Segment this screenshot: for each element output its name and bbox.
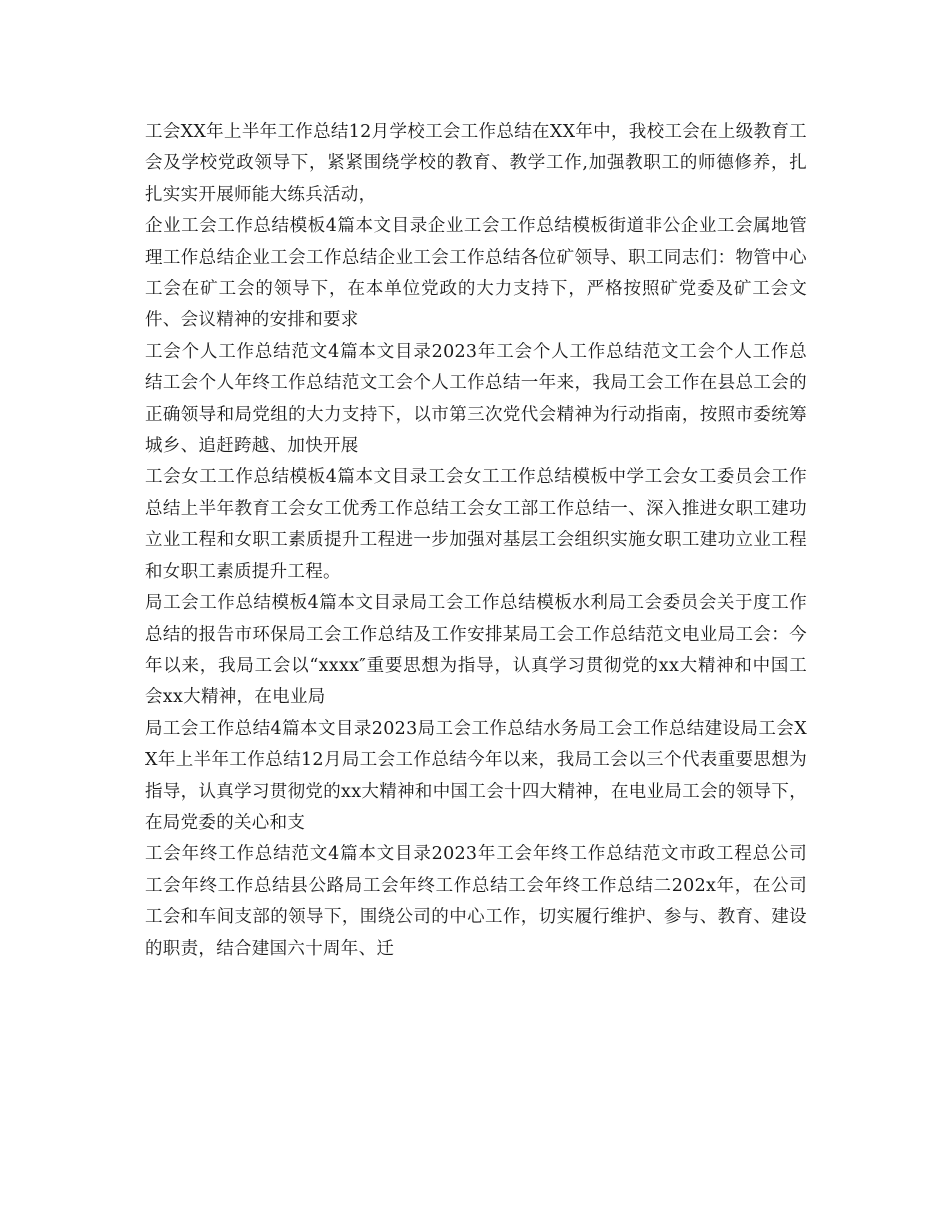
paragraph-enterprise-union-template: 企业工会工作总结模板4篇本文目录企业工会工作总结模板街道非公企业工会属地管理工作总结企业工会工作总结企业工会工作总结各位矿领导、职工同志们：物管中心工会在矿工会的领导下，在本单位党政的大力支持下，严格按照矿党委及矿工会文件、会议精神的安排和要求 (145, 216, 807, 331)
paragraph-school-union-summary: 工会XX年上半年工作总结12月学校工会工作总结在XX年中，我校工会在上级教育工会及学校党政领导下，紧紧围绕学校的教育、教学工作,加强教职工的师德修养，扎扎实实开展师能大练兵活动， (145, 122, 807, 205)
paragraph-personal-union-summary: 工会个人工作总结范文4篇本文目录2023年工会个人工作总结范文工会个人工作总结工会个人年终工作总结范文工会个人工作总结一年来，我局工会工作在县总工会的正确领导和局党组的大力支持下，以市第三次党代会精神为行动指南，按照市委统筹城乡、追赶跨越、加快开展 (145, 341, 807, 457)
paragraph-bureau-union-template: 局工会工作总结模板4篇本文目录局工会工作总结模板水利局工会委员会关于度工作总结的报告市环保局工会工作总结及工作安排某局工会工作总结范文电业局工会：今年以来，我局工会以“xxxx″重要思想为指导，认真学习贯彻党的xx大精神和中国工会xx大精神，在电业局 (145, 593, 807, 708)
paragraph-bureau-union-summary: 局工会工作总结4篇本文目录2023局工会工作总结水务局工会工作总结建设局工会XX年上半年工作总结12月局工会工作总结今年以来，我局工会以三个代表重要思想为指导，认真学习贯彻党的xx大精神和中国工会十四大精神，在电业局工会的领导下，在局党委的关心和支 (145, 718, 807, 833)
paragraph-women-workers-summary: 工会女工工作总结模板4篇本文目录工会女工工作总结模板中学工会女工委员会工作总结上半年教育工会女工优秀工作总结工会女工部工作总结一、深入推进女职工建功立业工程和女职工素质提升工程进一步加强对基层工会组织实施女职工建功立业工程和女职工素质提升工程。 (145, 467, 807, 582)
document-body (145, 117, 807, 965)
paragraph-year-end-union-summary: 工会年终工作总结范文4篇本文目录2023年工会年终工作总结范文市政工程总公司工会年终工作总结县公路局工会年终工作总结工会年终工作总结二202x年，在公司工会和车间支部的领导下，围绕公司的中心工作，切实履行维护、参与、教育、建设的职责，结合建国六十周年、迁 (145, 844, 807, 959)
